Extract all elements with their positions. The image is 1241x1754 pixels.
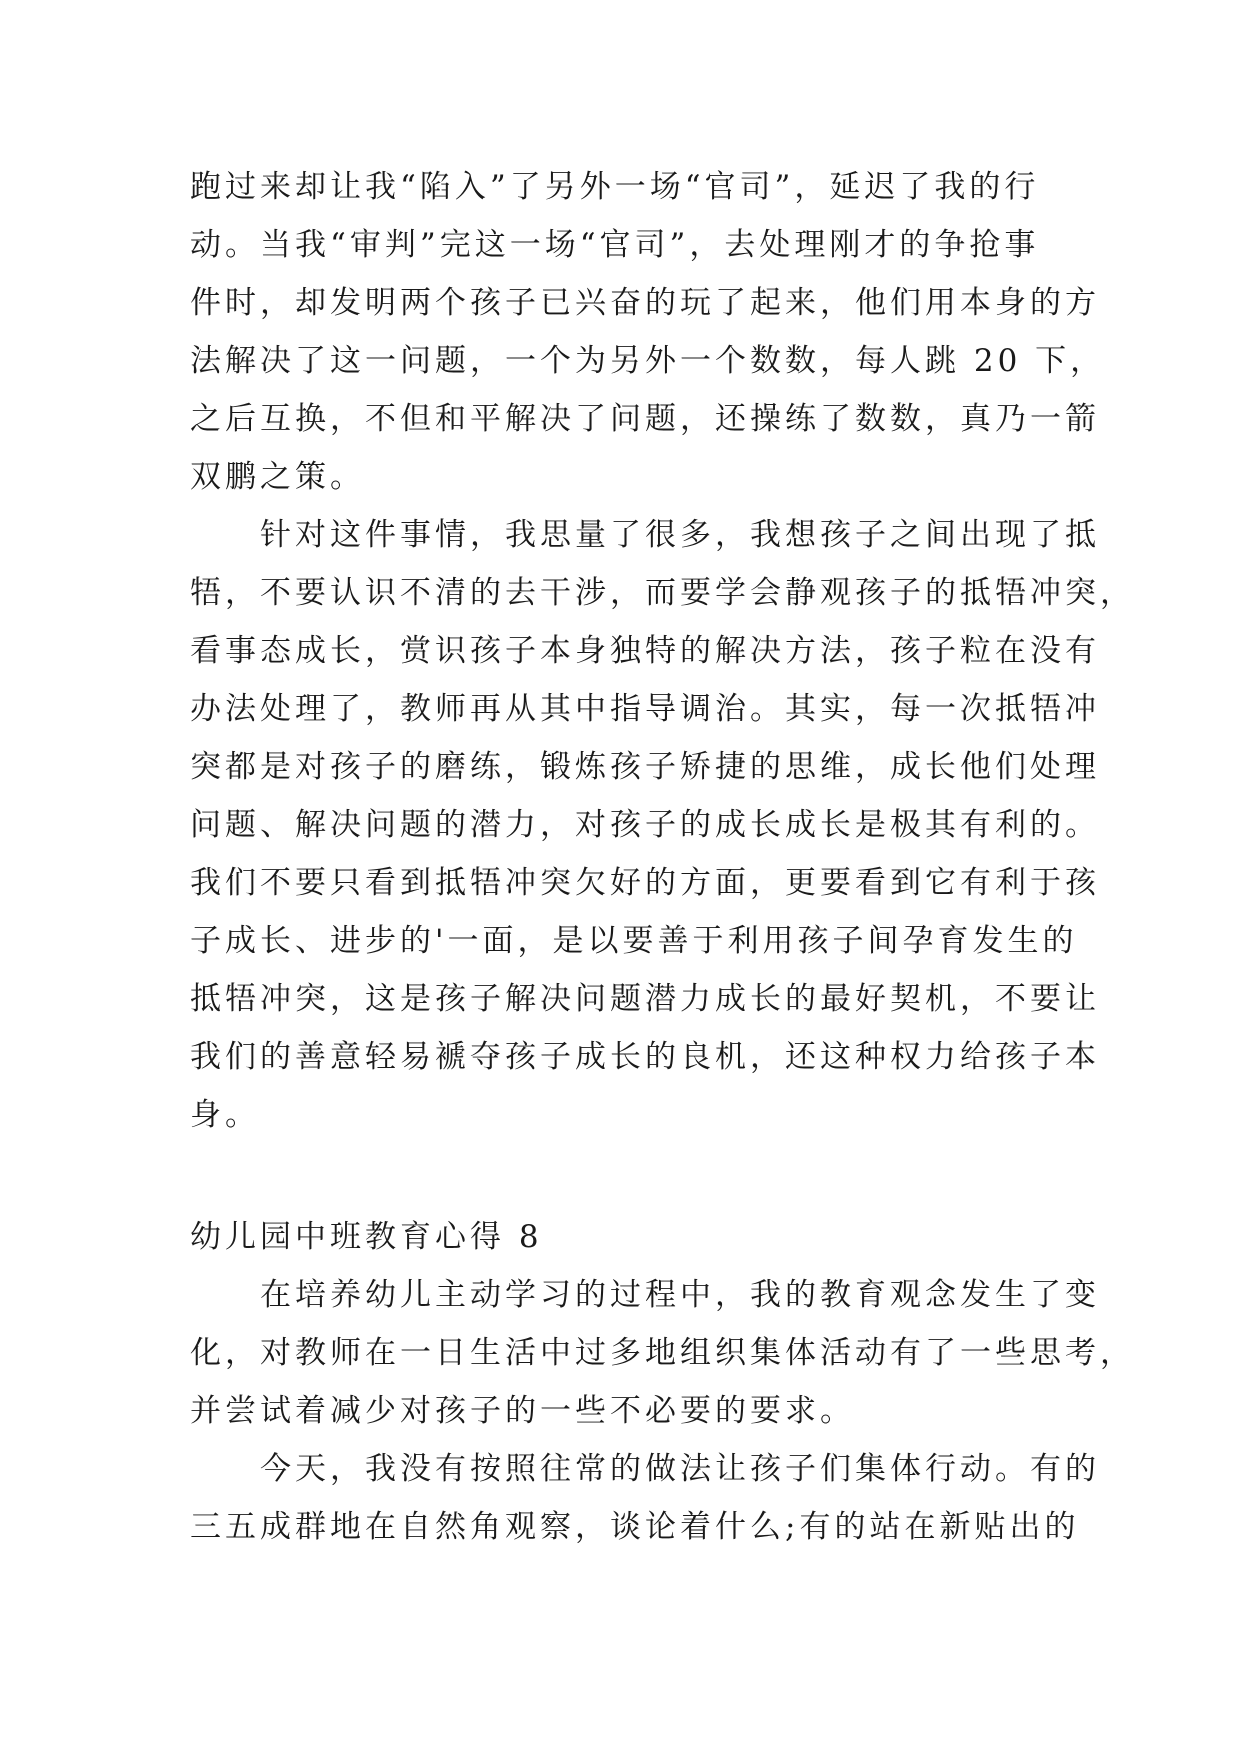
text-line: 之后互换，不但和平解决了问题，还操练了数数，真乃一箭 xyxy=(190,401,1100,437)
text-line: 并尝试着减少对孩子的一些不必要的要求。 xyxy=(190,1393,855,1429)
paragraph-1 xyxy=(190,158,1106,506)
text-line: 突都是对孩子的磨练，锻炼孩子矫捷的思维，成长他们处理 xyxy=(190,749,1100,785)
section-heading-wrap xyxy=(190,1208,1050,1266)
text-line: 子成长、进步的'一面，是以要善于利用孩子间孕育发生的 xyxy=(190,923,1078,959)
text-line: 看事态成长，赏识孩子本身独特的解决方法，孩子粒在没有 xyxy=(190,633,1100,669)
paragraph-4 xyxy=(190,1440,1100,1556)
text-line: 在培养幼儿主动学习的过程中，我的教育观念发生了变 xyxy=(190,1277,1100,1313)
text-line: 件时，却发明两个孩子已兴奋的玩了起来，他们用本身的方 xyxy=(190,285,1100,321)
text-line: 问题、解决问题的潜力，对孩子的成长成长是极其有利的。 xyxy=(190,807,1100,843)
text-line: 身。 xyxy=(190,1097,260,1133)
text-line: 三五成群地在自然角观察，谈论着什么;有的站在新贴出的 xyxy=(190,1509,1080,1545)
text-line: 我们的善意轻易褫夺孩子成长的良机，还这种权力给孩子本 xyxy=(190,1039,1100,1075)
paragraph-2 xyxy=(190,506,1135,1144)
text-line: 办法处理了，教师再从其中指导调治。其实，每一次抵牾冲 xyxy=(190,691,1100,727)
text-line: 化，对教师在一日生活中过多地组织集体活动有了一些思考， xyxy=(190,1335,1135,1371)
text-line: 法解决了这一问题，一个为另外一个数数，每人跳 20 下， xyxy=(190,343,1106,379)
text-line: 抵牾冲突，这是孩子解决问题潜力成长的最好契机，不要让 xyxy=(190,981,1100,1017)
text-line: 跑过来却让我“陷入”了另外一场“官司”，延迟了我的行 xyxy=(190,169,1040,205)
section-heading: 幼儿园中班教育心得 8 xyxy=(190,1219,543,1255)
text-line: 动。当我“审判”完这一场“官司”，去处理刚才的争抢事 xyxy=(190,227,1040,263)
text-line: 牾，不要认识不清的去干涉，而要学会静观孩子的抵牾冲突， xyxy=(190,575,1135,611)
text-line: 针对这件事情，我思量了很多，我想孩子之间出现了抵 xyxy=(190,517,1100,553)
paragraph-3 xyxy=(190,1266,1135,1440)
text-line: 今天，我没有按照往常的做法让孩子们集体行动。有的 xyxy=(190,1451,1100,1487)
text-line: 双鹏之策。 xyxy=(190,459,365,495)
text-line: 我们不要只看到抵牾冲突欠好的方面，更要看到它有利于孩 xyxy=(190,865,1100,901)
